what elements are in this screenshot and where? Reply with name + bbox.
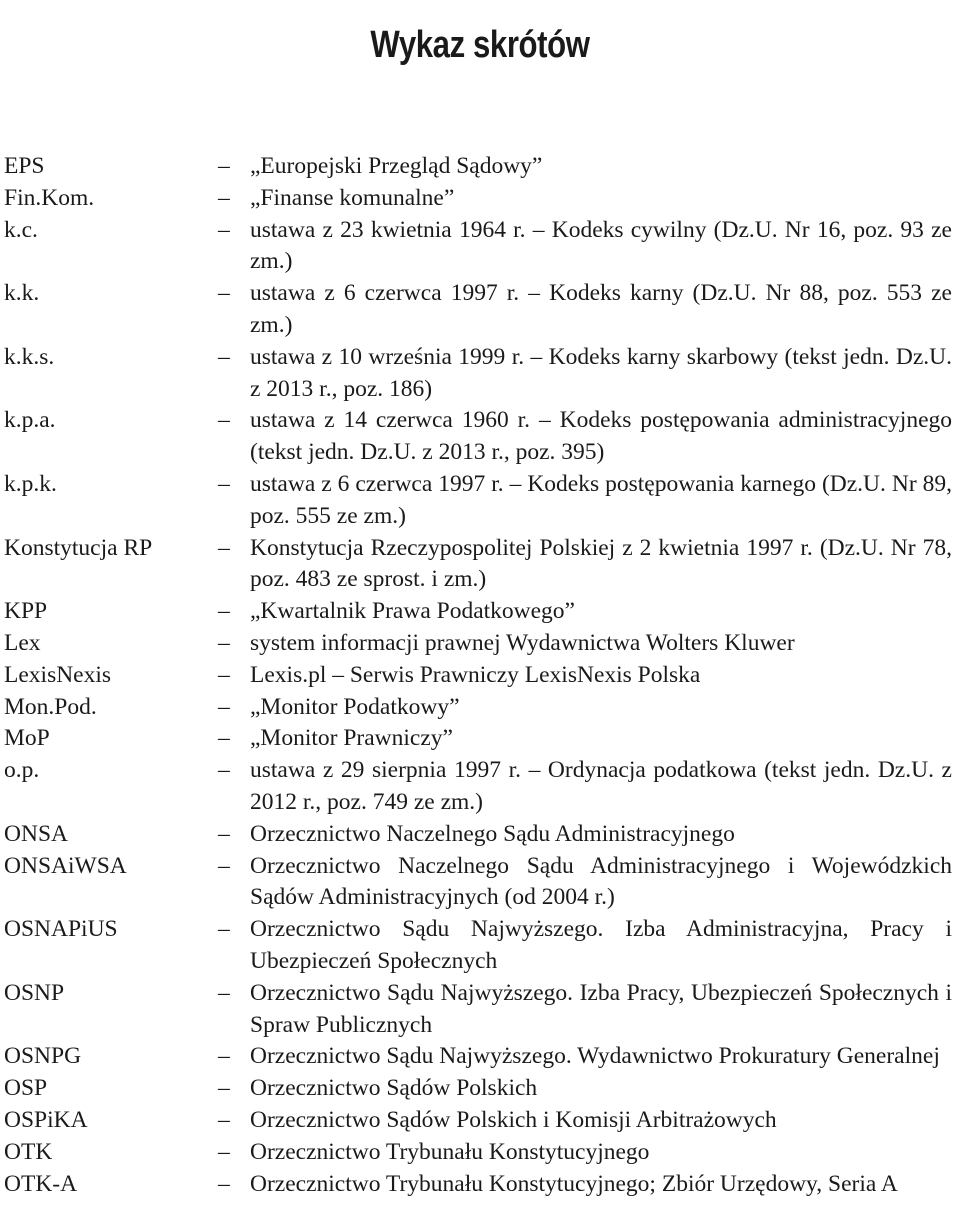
abbreviation-definition: Orzecznictwo Naczelnego Sądu Administracyjnego bbox=[250, 820, 735, 847]
abbreviation-entry bbox=[0, 914, 960, 978]
abbreviation-entry bbox=[0, 628, 960, 660]
abbreviation-definition: Orzecznictwo Sądów Polskich bbox=[250, 1075, 538, 1102]
entry-separator: – bbox=[218, 916, 230, 943]
abbreviation-definition: Orzecznictwo Sądów Polskich i Komisji Arbitrażowych bbox=[250, 1106, 777, 1133]
abbreviation-definition: „Monitor Prawniczy” bbox=[250, 725, 453, 752]
entry-separator: – bbox=[218, 1043, 230, 1070]
abbreviation-entry bbox=[0, 1041, 960, 1073]
abbreviation-entry bbox=[0, 215, 960, 279]
entry-separator: – bbox=[218, 820, 230, 847]
abbreviation-entry bbox=[0, 1169, 960, 1201]
abbreviation-term: k.c. bbox=[4, 216, 38, 243]
abbreviation-definition: Orzecznictwo Trybunału Konstytucyjnego; Zbiór Urzędowy, Seria A bbox=[250, 1170, 898, 1197]
abbreviation-term: OTK-A bbox=[4, 1170, 78, 1197]
entry-separator: – bbox=[218, 470, 230, 497]
abbreviation-definition: Orzecznictwo Sądu Najwyższego. Izba Administracyjna, Pracy i Ubezpieczeń Społecznych bbox=[250, 916, 952, 974]
abbreviation-term: OTK bbox=[4, 1138, 53, 1165]
entry-separator: – bbox=[218, 629, 230, 656]
abbreviation-entry bbox=[0, 533, 960, 597]
entry-separator: – bbox=[218, 216, 230, 243]
page-title: Wykaz skrótów bbox=[370, 24, 590, 67]
abbreviation-term: o.p. bbox=[4, 757, 40, 784]
abbreviation-term: k.p.k. bbox=[4, 470, 57, 497]
entry-separator: – bbox=[218, 693, 230, 720]
abbreviation-definition: ustawa z 10 września 1999 r. – Kodeks karny skarbowy (tekst jedn. Dz.U. z 2013 r., poz. 186) bbox=[250, 343, 952, 402]
entry-separator: – bbox=[218, 1138, 230, 1165]
abbreviation-term: k.p.a. bbox=[4, 407, 56, 434]
abbreviation-definition: „Europejski Przegląd Sądowy” bbox=[250, 153, 543, 179]
abbreviation-entry bbox=[0, 723, 960, 755]
abbreviation-term: Mon.Pod. bbox=[4, 693, 97, 720]
abbreviation-term: KPP bbox=[4, 598, 48, 625]
abbreviation-entry bbox=[0, 819, 960, 851]
abbreviation-term: ONSA bbox=[4, 820, 68, 847]
entry-separator: – bbox=[218, 184, 230, 211]
abbreviation-term: k.k.s. bbox=[4, 343, 55, 370]
abbreviation-definition: Lexis.pl – Serwis Prawniczy LexisNexis Polska bbox=[250, 661, 701, 688]
abbreviation-entry bbox=[0, 692, 960, 724]
abbreviation-definition: Konstytucja Rzeczypospolitej Polskiej z 2 kwietnia 1997 r. (Dz.U. Nr 78, poz. 483 ze sprost. i zm.) bbox=[250, 534, 952, 593]
abbreviation-definition: Orzecznictwo Sądu Najwyższego. Wydawnictwo Prokuratury Generalnej bbox=[250, 1043, 940, 1070]
entry-separator: – bbox=[218, 852, 230, 879]
abbreviation-definition: „Kwartalnik Prawa Podatkowego” bbox=[250, 598, 575, 625]
abbreviation-term: EPS bbox=[4, 153, 45, 179]
abbreviation-term: MoP bbox=[4, 725, 50, 752]
abbreviation-entry bbox=[0, 1137, 960, 1169]
abbreviation-term: OSNAPiUS bbox=[4, 916, 118, 943]
abbreviation-term: Konstytucja RP bbox=[4, 534, 153, 561]
entry-separator: – bbox=[218, 1075, 230, 1102]
abbreviation-term: k.k. bbox=[4, 280, 40, 307]
abbreviation-entry bbox=[0, 851, 960, 915]
abbreviation-definition: ustawa z 14 czerwca 1960 r. – Kodeks postępowania administracyjnego (tekst jedn. Dz.U. z 2013 r., poz. 395) bbox=[250, 407, 952, 466]
abbreviation-entry bbox=[0, 596, 960, 628]
abbreviation-definition: system informacji prawnej Wydawnictwa Wolters Kluwer bbox=[250, 629, 795, 656]
abbreviation-entry bbox=[0, 1073, 960, 1105]
abbreviation-term: OSNP bbox=[4, 979, 65, 1006]
abbreviation-definition: ustawa z 6 czerwca 1997 r. – Kodeks postępowania karnego (Dz.U. Nr 89, poz. 555 ze zm.) bbox=[250, 470, 952, 529]
entry-separator: – bbox=[218, 343, 230, 370]
entry-separator: – bbox=[218, 725, 230, 752]
abbreviation-term: LexisNexis bbox=[4, 661, 112, 688]
abbreviation-entry bbox=[0, 978, 960, 1042]
entry-separator: – bbox=[218, 661, 230, 688]
abbreviation-entry bbox=[0, 183, 960, 215]
abbreviation-definition: „Finanse komunalne” bbox=[250, 184, 455, 211]
entry-separator: – bbox=[218, 1106, 230, 1133]
entry-separator: – bbox=[218, 598, 230, 625]
abbreviation-entry bbox=[0, 151, 960, 183]
entry-separator: – bbox=[218, 979, 230, 1006]
abbreviation-definition: Orzecznictwo Trybunału Konstytucyjnego bbox=[250, 1138, 650, 1165]
abbreviation-entry bbox=[0, 1105, 960, 1137]
abbreviation-definition: Orzecznictwo Naczelnego Sądu Administracyjnego i Wojewódzkich Sądów Administracyjnych (od 2004 r.) bbox=[250, 852, 952, 911]
abbreviation-definition: ustawa z 29 sierpnia 1997 r. – Ordynacja podatkowa (tekst jedn. Dz.U. z 2012 r., poz. 749 ze zm.) bbox=[250, 757, 952, 815]
abbreviation-term: OSPiKA bbox=[4, 1106, 88, 1133]
abbreviation-entry bbox=[0, 660, 960, 692]
entry-separator: – bbox=[218, 280, 230, 307]
abbreviation-entry bbox=[0, 405, 960, 469]
abbreviation-term: Lex bbox=[4, 629, 41, 656]
entry-separator: – bbox=[218, 153, 230, 179]
entry-separator: – bbox=[218, 1170, 230, 1197]
entry-separator: – bbox=[218, 407, 230, 434]
abbreviation-definition: Orzecznictwo Sądu Najwyższego. Izba Pracy, Ubezpieczeń Społecznych i Spraw Publicznych bbox=[250, 979, 952, 1038]
entry-separator: – bbox=[218, 757, 230, 784]
abbreviation-term: OSP bbox=[4, 1075, 48, 1102]
abbreviation-definition: ustawa z 23 kwietnia 1964 r. – Kodeks cywilny (Dz.U. Nr 16, poz. 93 ze zm.) bbox=[250, 216, 952, 275]
entry-separator: – bbox=[218, 534, 230, 561]
abbreviation-term: ONSAiWSA bbox=[4, 852, 127, 879]
abbreviation-term: OSNPG bbox=[4, 1043, 82, 1070]
abbreviation-definition: „Monitor Podatkowy” bbox=[250, 693, 460, 720]
abbreviation-list bbox=[0, 151, 960, 1200]
abbreviation-definition: ustawa z 6 czerwca 1997 r. – Kodeks karny (Dz.U. Nr 88, poz. 553 ze zm.) bbox=[250, 280, 952, 338]
abbreviation-entry bbox=[0, 755, 960, 819]
abbreviation-entry bbox=[0, 278, 960, 342]
abbreviation-entry bbox=[0, 469, 960, 533]
abbreviation-term: Fin.Kom. bbox=[4, 184, 95, 211]
abbreviation-entry bbox=[0, 342, 960, 406]
